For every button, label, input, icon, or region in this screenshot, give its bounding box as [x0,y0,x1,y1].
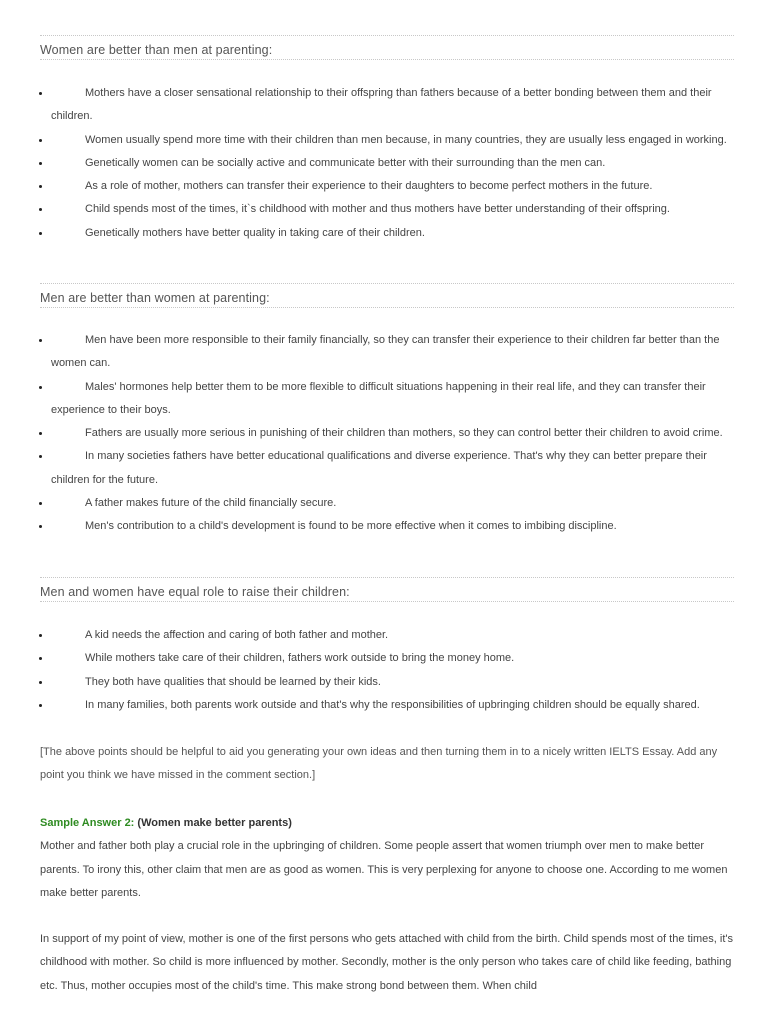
list-item: • Fathers are usually more serious in punishing of their children than mothers, so they can control better their children to avoid crime. [51,422,734,445]
list-item: • A kid needs the affection and caring of both father and mother. [51,624,734,647]
section-men-better [0,283,768,308]
list-item: • Women usually spend more time with their children than men because, in many countries, they are usually less engaged in working. [51,129,734,152]
section-heading: Men are better than women at parenting: [40,283,734,308]
section-women-better [0,35,768,60]
section-heading: Women are better than men at parenting: [40,35,734,60]
sample-answer [40,812,734,905]
list-item: • Genetically women can be socially active and communicate better with their surrounding than the men can. [51,152,734,175]
list-item: • In many societies fathers have better educational qualifications and diverse experience. That's why they can better prepare their children for the future. [51,445,734,492]
list-item: • While mothers take care of their children, fathers work outside to bring the money home. [51,647,734,670]
equal-role-list [0,624,768,717]
sample-paragraph-1: Mother and father both play a crucial role in the upbringing of children. Some people assert that women triumph over men to make better parents. To irony this, other claim that men are as good as women. This is very perplexing for anyone to choose one. According to me women make better parents. [40,840,728,899]
list-item: • A father makes future of the child financially secure. [51,492,734,515]
list-item: • Mothers have a closer sensational relationship to their offspring than fathers because of a better bonding between them and their children. [51,82,734,129]
list-item: • They both have qualities that should be learned by their kids. [51,671,734,694]
sample-answer-label: Sample Answer 2: [40,817,135,829]
list-item: • Men have been more responsible to their family financially, so they can transfer their experience to their children far better than the women can. [51,329,734,376]
sample-paragraph-2: In support of my point of view, mother is one of the first persons who gets attached with child from the birth. Child spends most of the times, it's childhood with mother. So child is more influenced by mother. Secondly, mother is the only person who takes care of child like feeding, bathing etc. Thus, mother occupies most of the child's time. This make strong bond between them. When child [40,933,733,992]
list-item: • Men's contribution to a child's development is found to be more effective when it comes to imbibing discipline. [51,515,734,538]
sample-answer-title [40,812,734,835]
sample-answer-subtitle: (Women make better parents) [137,817,292,829]
section-heading: Men and women have equal role to raise their children: [40,577,734,602]
list-item: • In many families, both parents work outside and that's why the responsibilities of upbringing children should be equally shared. [51,694,734,717]
women-better-list [0,82,768,245]
list-item: • Genetically mothers have better quality in taking care of their children. [51,222,734,245]
list-item: • Child spends most of the times, it`s childhood with mother and thus mothers have better understanding of their offspring. [51,198,734,221]
helper-note: [The above points should be helpful to aid you generating your own ideas and then turning them in to a nicely written IELTS Essay. Add any point you think we have missed in the comment section.] [40,746,718,782]
list-item: • As a role of mother, mothers can transfer their experience to their daughters to become perfect mothers in the future. [51,175,734,198]
men-better-list [0,329,768,539]
section-equal-role [0,577,768,602]
list-item: • Males' hormones help better them to be more flexible to difficult situations happening in their real life, and they can transfer their experience to their boys. [51,376,734,423]
